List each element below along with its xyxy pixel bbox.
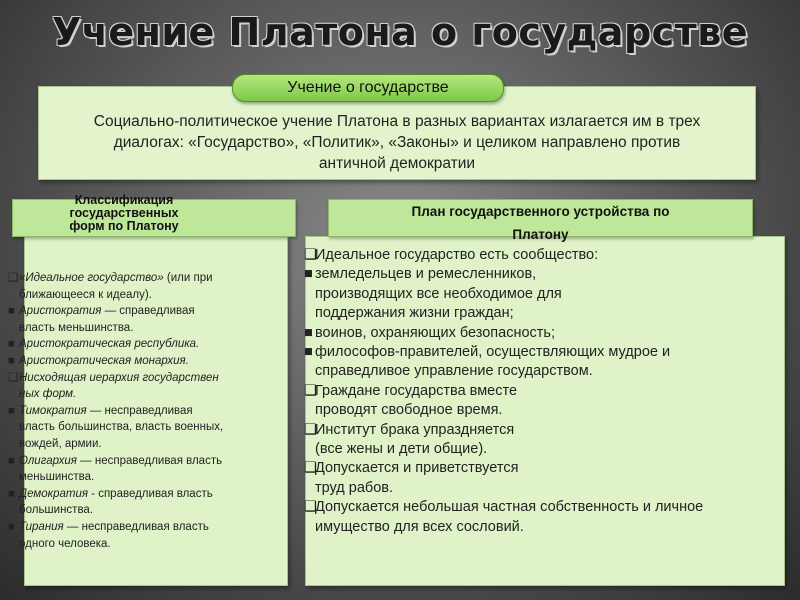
- item-text: поддержания жизни граждан;: [315, 305, 514, 322]
- intro-line: античной демократии: [318, 155, 476, 172]
- square-bullet-icon: ■: [8, 338, 15, 351]
- list-item: [304, 265, 764, 284]
- square-bullet-icon: ■: [8, 520, 15, 533]
- intro-line: диалогах: «Государство», «Политик», «Законы» и целиком направлено против: [113, 134, 681, 151]
- slide-title: Учение Платона о государстве: [51, 10, 749, 54]
- term: ных форм.: [19, 388, 77, 401]
- item-text: вождей, армии.: [19, 437, 102, 450]
- checkbox-bullet-icon: ❑: [8, 371, 19, 384]
- checkbox-bullet-icon: ❑: [8, 272, 19, 284]
- list-item: [8, 336, 278, 353]
- square-bullet-icon: ■: [8, 404, 15, 417]
- intro-line: Социально-политическое учение Платона в разных вариантах излагается им в трех: [93, 113, 701, 130]
- left-header-line: государственных: [69, 206, 179, 220]
- list-item: [8, 519, 278, 536]
- item-text: проводят свободное время.: [315, 402, 503, 419]
- left-header-line: Классификация: [74, 193, 174, 207]
- item-text: Допускается и приветствуется: [315, 460, 519, 477]
- item-text: философов-правителей, осуществляющих мудрое и: [315, 344, 671, 361]
- list-item: [8, 353, 278, 370]
- list-item: [304, 343, 764, 362]
- item-text: одного человека.: [19, 537, 111, 550]
- right-header-line: План государственного устройства по: [411, 204, 670, 219]
- list-item: [304, 401, 764, 420]
- item-text: большинства.: [19, 504, 94, 517]
- square-bullet-icon: ■: [304, 324, 313, 341]
- list-item: [8, 370, 278, 387]
- term: Аристократическая республика.: [19, 338, 200, 351]
- list-item: [8, 536, 278, 553]
- item-text: ближающееся к идеалу).: [19, 288, 152, 301]
- term: Олигархия: [19, 454, 77, 467]
- list-item: [304, 421, 764, 440]
- item-text: Институт брака упраздняется: [315, 421, 515, 438]
- item-text: — несправедливая власть: [76, 454, 223, 467]
- list-item: [304, 285, 764, 304]
- list-item: [8, 419, 278, 436]
- left-panel-header: [12, 193, 296, 237]
- item-text: земледельцев и ремесленников,: [315, 266, 537, 283]
- list-item: [304, 362, 764, 381]
- list-item: [304, 382, 764, 401]
- term: Тирания: [19, 520, 64, 533]
- list-item: [304, 440, 764, 459]
- term: «Идеальное государство»: [19, 272, 164, 284]
- list-item: [8, 386, 278, 403]
- item-text: воинов, охраняющих безопасность;: [315, 324, 556, 341]
- list-item: [8, 453, 278, 470]
- checkbox-bullet-icon: ❑: [304, 499, 317, 516]
- item-text: имущество для всех сословий.: [315, 518, 524, 535]
- square-bullet-icon: ■: [8, 454, 15, 467]
- list-item: [8, 436, 278, 453]
- item-text: Граждане государства вместе: [315, 382, 518, 399]
- list-item: [304, 246, 764, 265]
- checkbox-bullet-icon: ❑: [304, 460, 317, 477]
- list-item: [8, 303, 278, 320]
- square-bullet-icon: ■: [8, 354, 15, 367]
- term: Аристократия: [19, 305, 102, 318]
- item-text: — справедливая: [101, 305, 195, 318]
- item-text: Идеальное государство есть сообщество:: [315, 247, 599, 263]
- square-bullet-icon: ■: [8, 305, 15, 318]
- term: Демократия: [19, 487, 88, 500]
- item-text: меньшинства.: [19, 471, 95, 484]
- item-text: власть меньшинства.: [19, 321, 134, 334]
- square-bullet-icon: ■: [8, 487, 15, 500]
- item-text: производящих все необходимое для: [315, 285, 562, 302]
- state-plan-list: [304, 246, 764, 537]
- term: Аристократическая монархия.: [19, 354, 189, 367]
- list-item: [8, 270, 278, 287]
- item-text: власть большинства, власть военных,: [19, 421, 224, 434]
- list-item: [8, 486, 278, 503]
- item-text: труд рабов.: [315, 479, 394, 496]
- list-item: [8, 502, 278, 519]
- item-text: (или при: [163, 272, 213, 284]
- list-item: [304, 459, 764, 478]
- list-item: [304, 304, 764, 323]
- item-text: Допускается небольшая частная собственность и личное: [315, 499, 704, 516]
- list-item: [304, 324, 764, 343]
- intro-text: [39, 111, 755, 174]
- checkbox-bullet-icon: ❑: [304, 247, 317, 263]
- square-bullet-icon: ■: [304, 344, 313, 361]
- intro-badge: Учение о государстве: [232, 74, 504, 102]
- list-item: [8, 469, 278, 486]
- item-text: - справедливая власть: [87, 487, 213, 500]
- list-item: [304, 498, 764, 517]
- item-text: — несправедливая: [86, 404, 193, 417]
- checkbox-bullet-icon: ❑: [304, 382, 317, 399]
- term: Нисходящая иерархия государствен: [19, 371, 219, 384]
- list-item: [304, 518, 764, 537]
- list-item: [8, 320, 278, 337]
- left-header-line: форм по Платону: [69, 219, 179, 233]
- square-bullet-icon: ■: [304, 266, 313, 283]
- right-header-line: Платону: [512, 227, 569, 242]
- list-item: [304, 479, 764, 498]
- list-item: [8, 403, 278, 420]
- right-panel-header: [328, 199, 753, 242]
- classification-list: [8, 270, 278, 552]
- checkbox-bullet-icon: ❑: [304, 421, 317, 438]
- item-text: (все жены и дети общие).: [315, 441, 488, 458]
- list-item: [8, 287, 278, 304]
- term: Тимократия: [19, 404, 87, 417]
- item-text: справедливое управление государством.: [315, 363, 593, 380]
- item-text: — несправедливая власть: [63, 520, 209, 533]
